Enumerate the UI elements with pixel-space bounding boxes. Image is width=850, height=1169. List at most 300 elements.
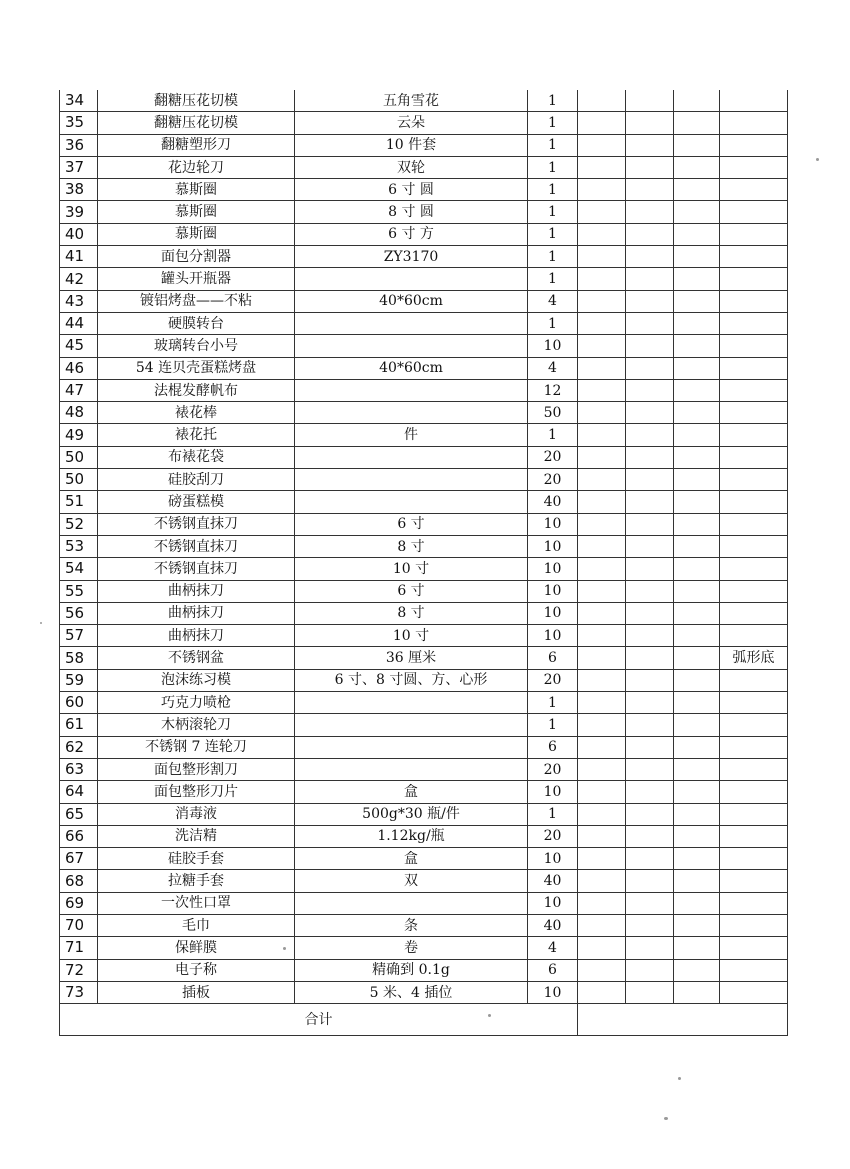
blank-cell <box>626 602 674 624</box>
table-row <box>60 870 788 892</box>
remark-cell <box>720 937 788 959</box>
row-number-cell: 50 <box>60 469 98 491</box>
remark-cell <box>720 491 788 513</box>
remark-cell <box>720 156 788 178</box>
blank-cell <box>626 937 674 959</box>
quantity-cell: 10 <box>528 535 578 557</box>
quantity-cell: 10 <box>528 580 578 602</box>
quantity-cell: 12 <box>528 379 578 401</box>
blank-cell <box>578 491 626 513</box>
item-name-cell: 面包整形割刀 <box>98 758 295 780</box>
blank-cell <box>578 379 626 401</box>
quantity-cell: 1 <box>528 692 578 714</box>
item-name-cell: 插板 <box>98 981 295 1003</box>
quantity-cell: 40 <box>528 491 578 513</box>
blank-cell <box>578 312 626 334</box>
item-spec-cell <box>295 335 528 357</box>
blank-cell <box>578 290 626 312</box>
blank-cell <box>626 513 674 535</box>
table-row <box>60 914 788 936</box>
blank-cell <box>674 223 720 245</box>
item-name-cell: 54 连贝壳蛋糕烤盘 <box>98 357 295 379</box>
remark-cell <box>720 580 788 602</box>
remark-cell <box>720 870 788 892</box>
blank-cell <box>578 870 626 892</box>
item-name-cell: 慕斯圈 <box>98 179 295 201</box>
blank-cell <box>626 781 674 803</box>
quantity-cell: 1 <box>528 246 578 268</box>
item-name-cell: 面包整形刀片 <box>98 781 295 803</box>
item-name-cell: 不锈钢直抹刀 <box>98 513 295 535</box>
blank-cell <box>626 870 674 892</box>
item-name-cell: 曲柄抹刀 <box>98 580 295 602</box>
blank-cell <box>578 892 626 914</box>
item-name-cell: 巧克力喷枪 <box>98 692 295 714</box>
row-number-cell: 50 <box>60 446 98 468</box>
item-spec-cell: 5 米、4 插位 <box>295 981 528 1003</box>
table-row <box>60 246 788 268</box>
blank-cell <box>578 602 626 624</box>
table-row <box>60 268 788 290</box>
quantity-cell: 50 <box>528 402 578 424</box>
remark-cell <box>720 959 788 981</box>
blank-cell <box>626 736 674 758</box>
item-name-cell: 翻糖压花切模 <box>98 90 295 112</box>
remark-cell <box>720 469 788 491</box>
remark-cell <box>720 335 788 357</box>
blank-cell <box>626 335 674 357</box>
remark-cell <box>720 692 788 714</box>
scan-speck <box>664 1117 668 1120</box>
item-spec-cell: 8 寸 圆 <box>295 201 528 223</box>
blank-cell <box>626 112 674 134</box>
row-number-cell: 46 <box>60 357 98 379</box>
blank-cell <box>578 625 626 647</box>
item-name-cell: 罐头开瓶器 <box>98 268 295 290</box>
row-number-cell: 42 <box>60 268 98 290</box>
row-number-cell: 72 <box>60 959 98 981</box>
blank-cell <box>674 469 720 491</box>
remark-cell <box>720 379 788 401</box>
item-name-cell: 曲柄抹刀 <box>98 602 295 624</box>
item-spec-cell: 6 寸 圆 <box>295 179 528 201</box>
table-row <box>60 781 788 803</box>
blank-cell <box>578 335 626 357</box>
item-spec-cell <box>295 491 528 513</box>
table-row <box>60 90 788 112</box>
blank-cell <box>626 201 674 223</box>
remark-cell <box>720 669 788 691</box>
item-name-cell: 法棍发酵帆布 <box>98 379 295 401</box>
quantity-cell: 10 <box>528 892 578 914</box>
remark-cell <box>720 535 788 557</box>
blank-cell <box>578 156 626 178</box>
table-row <box>60 758 788 780</box>
row-number-cell: 51 <box>60 491 98 513</box>
blank-cell <box>578 134 626 156</box>
blank-cell <box>626 758 674 780</box>
item-spec-cell: 8 寸 <box>295 602 528 624</box>
quantity-cell: 1 <box>528 201 578 223</box>
table-row <box>60 981 788 1003</box>
table-row <box>60 937 788 959</box>
table-row <box>60 357 788 379</box>
row-number-cell: 55 <box>60 580 98 602</box>
row-number-cell: 64 <box>60 781 98 803</box>
row-number-cell: 61 <box>60 714 98 736</box>
table-row <box>60 513 788 535</box>
blank-cell <box>626 981 674 1003</box>
item-spec-cell: 40*60cm <box>295 290 528 312</box>
quantity-cell: 4 <box>528 290 578 312</box>
item-spec-cell: 10 寸 <box>295 625 528 647</box>
item-name-cell: 不锈钢盆 <box>98 647 295 669</box>
scan-speck <box>816 158 819 161</box>
item-spec-cell <box>295 268 528 290</box>
blank-cell <box>674 625 720 647</box>
quantity-cell: 10 <box>528 602 578 624</box>
item-spec-cell: 40*60cm <box>295 357 528 379</box>
row-number-cell: 45 <box>60 335 98 357</box>
quantity-cell: 1 <box>528 268 578 290</box>
quantity-cell: 1 <box>528 134 578 156</box>
item-spec-cell: 1.12kg/瓶 <box>295 825 528 847</box>
item-name-cell: 硅胶刮刀 <box>98 469 295 491</box>
remark-cell <box>720 914 788 936</box>
row-number-cell: 52 <box>60 513 98 535</box>
remark-cell <box>720 112 788 134</box>
quantity-cell: 20 <box>528 825 578 847</box>
item-name-cell: 玻璃转台小号 <box>98 335 295 357</box>
blank-cell <box>578 825 626 847</box>
item-name-cell: 拉糖手套 <box>98 870 295 892</box>
remark-cell <box>720 625 788 647</box>
blank-cell <box>578 647 626 669</box>
remark-cell <box>720 981 788 1003</box>
item-spec-cell <box>295 892 528 914</box>
blank-cell <box>674 892 720 914</box>
table-row <box>60 201 788 223</box>
blank-cell <box>626 290 674 312</box>
blank-cell <box>578 424 626 446</box>
remark-cell <box>720 90 788 112</box>
blank-cell <box>626 134 674 156</box>
table-row <box>60 156 788 178</box>
remark-cell <box>720 246 788 268</box>
row-number-cell: 47 <box>60 379 98 401</box>
quantity-cell: 20 <box>528 669 578 691</box>
blank-cell <box>674 335 720 357</box>
blank-cell <box>578 959 626 981</box>
blank-cell <box>626 580 674 602</box>
blank-cell <box>578 535 626 557</box>
blank-cell <box>578 268 626 290</box>
table-row <box>60 112 788 134</box>
item-spec-cell <box>295 692 528 714</box>
blank-cell <box>674 981 720 1003</box>
quantity-cell: 10 <box>528 513 578 535</box>
item-name-cell: 一次性口罩 <box>98 892 295 914</box>
blank-cell <box>674 156 720 178</box>
row-number-cell: 37 <box>60 156 98 178</box>
blank-cell <box>578 201 626 223</box>
blank-cell <box>626 223 674 245</box>
table-row <box>60 558 788 580</box>
blank-cell <box>626 90 674 112</box>
blank-cell <box>626 558 674 580</box>
quantity-cell: 1 <box>528 90 578 112</box>
table-row <box>60 134 788 156</box>
quantity-cell: 40 <box>528 870 578 892</box>
quantity-cell: 6 <box>528 647 578 669</box>
remark-cell <box>720 714 788 736</box>
item-name-cell: 花边轮刀 <box>98 156 295 178</box>
quantity-cell: 1 <box>528 223 578 245</box>
remark-cell <box>720 179 788 201</box>
remark-cell <box>720 758 788 780</box>
blank-cell <box>674 446 720 468</box>
row-number-cell: 73 <box>60 981 98 1003</box>
blank-cell <box>578 246 626 268</box>
remark-cell <box>720 892 788 914</box>
blank-cell <box>674 312 720 334</box>
remark-cell <box>720 357 788 379</box>
remark-cell <box>720 223 788 245</box>
blank-cell <box>674 870 720 892</box>
item-name-cell: 镀铝烤盘——不粘 <box>98 290 295 312</box>
item-name-cell: 面包分割器 <box>98 246 295 268</box>
total-label: 合计 <box>60 1004 578 1036</box>
table-row <box>60 848 788 870</box>
blank-cell <box>626 179 674 201</box>
item-spec-cell <box>295 469 528 491</box>
table-row <box>60 892 788 914</box>
table-row <box>60 335 788 357</box>
blank-cell <box>674 602 720 624</box>
blank-cell <box>674 112 720 134</box>
blank-cell <box>578 580 626 602</box>
table-row <box>60 803 788 825</box>
quantity-cell: 1 <box>528 156 578 178</box>
blank-cell <box>674 90 720 112</box>
row-number-cell: 49 <box>60 424 98 446</box>
row-number-cell: 63 <box>60 758 98 780</box>
blank-cell <box>674 825 720 847</box>
item-spec-cell <box>295 714 528 736</box>
remark-cell <box>720 736 788 758</box>
blank-cell <box>626 647 674 669</box>
blank-cell <box>626 669 674 691</box>
blank-cell <box>674 424 720 446</box>
blank-cell <box>626 268 674 290</box>
table-row <box>60 736 788 758</box>
row-number-cell: 38 <box>60 179 98 201</box>
item-name-cell: 洗洁精 <box>98 825 295 847</box>
blank-cell <box>578 558 626 580</box>
table-row <box>60 535 788 557</box>
remark-cell <box>720 781 788 803</box>
item-name-cell: 布裱花袋 <box>98 446 295 468</box>
row-number-cell: 57 <box>60 625 98 647</box>
table-row <box>60 959 788 981</box>
item-name-cell: 翻糖塑形刀 <box>98 134 295 156</box>
remark-cell <box>720 134 788 156</box>
scan-speck <box>40 622 42 624</box>
item-name-cell: 不锈钢 7 连轮刀 <box>98 736 295 758</box>
blank-cell <box>626 803 674 825</box>
blank-cell <box>626 379 674 401</box>
blank-cell <box>626 714 674 736</box>
blank-cell <box>674 558 720 580</box>
quantity-cell: 4 <box>528 357 578 379</box>
item-spec-cell: 条 <box>295 914 528 936</box>
item-name-cell: 慕斯圈 <box>98 201 295 223</box>
table-row <box>60 714 788 736</box>
blank-cell <box>674 669 720 691</box>
row-number-cell: 67 <box>60 848 98 870</box>
row-number-cell: 43 <box>60 290 98 312</box>
quantity-cell: 20 <box>528 758 578 780</box>
row-number-cell: 34 <box>60 90 98 112</box>
remark-cell <box>720 803 788 825</box>
row-number-cell: 68 <box>60 870 98 892</box>
remark-cell <box>720 602 788 624</box>
blank-cell <box>578 981 626 1003</box>
blank-cell <box>626 246 674 268</box>
blank-cell <box>578 781 626 803</box>
item-name-cell: 翻糖压花切模 <box>98 112 295 134</box>
blank-cell <box>578 803 626 825</box>
row-number-cell: 65 <box>60 803 98 825</box>
blank-cell <box>674 246 720 268</box>
blank-cell <box>578 669 626 691</box>
blank-cell <box>626 424 674 446</box>
table-row <box>60 647 788 669</box>
blank-cell <box>626 491 674 513</box>
remark-cell <box>720 446 788 468</box>
table-row <box>60 625 788 647</box>
blank-cell <box>626 692 674 714</box>
item-spec-cell: 五角雪花 <box>295 90 528 112</box>
item-spec-cell <box>295 758 528 780</box>
quantity-cell: 1 <box>528 179 578 201</box>
quantity-cell: 40 <box>528 914 578 936</box>
item-spec-cell: 10 寸 <box>295 558 528 580</box>
table-row <box>60 825 788 847</box>
table-row <box>60 290 788 312</box>
item-spec-cell: 双轮 <box>295 156 528 178</box>
row-number-cell: 71 <box>60 937 98 959</box>
row-number-cell: 60 <box>60 692 98 714</box>
item-spec-cell: 6 寸、8 寸圆、方、心形 <box>295 669 528 691</box>
blank-cell <box>578 914 626 936</box>
blank-cell <box>674 803 720 825</box>
quantity-cell: 6 <box>528 736 578 758</box>
blank-cell <box>626 357 674 379</box>
remark-cell <box>720 424 788 446</box>
remark-cell <box>720 848 788 870</box>
item-name-cell: 不锈钢直抹刀 <box>98 535 295 557</box>
table-row <box>60 223 788 245</box>
row-number-cell: 53 <box>60 535 98 557</box>
blank-cell <box>578 112 626 134</box>
table-body <box>60 90 788 1004</box>
item-spec-cell: 6 寸 <box>295 513 528 535</box>
blank-cell <box>674 714 720 736</box>
blank-cell <box>626 959 674 981</box>
blank-cell <box>626 402 674 424</box>
item-spec-cell: 8 寸 <box>295 535 528 557</box>
remark-cell: 弧形底 <box>720 647 788 669</box>
scan-speck <box>283 947 286 950</box>
row-number-cell: 69 <box>60 892 98 914</box>
table-row <box>60 312 788 334</box>
item-spec-cell: 卷 <box>295 937 528 959</box>
remark-cell <box>720 268 788 290</box>
remark-cell <box>720 312 788 334</box>
remark-cell <box>720 201 788 223</box>
row-number-cell: 58 <box>60 647 98 669</box>
table-row <box>60 424 788 446</box>
blank-cell <box>626 892 674 914</box>
item-name-cell: 毛巾 <box>98 914 295 936</box>
quantity-cell: 20 <box>528 446 578 468</box>
blank-cell <box>674 937 720 959</box>
quantity-cell: 10 <box>528 558 578 580</box>
blank-cell <box>674 402 720 424</box>
table-row <box>60 669 788 691</box>
item-name-cell: 曲柄抹刀 <box>98 625 295 647</box>
quantity-cell: 20 <box>528 469 578 491</box>
table-row <box>60 580 788 602</box>
remark-cell <box>720 290 788 312</box>
blank-cell <box>578 446 626 468</box>
row-number-cell: 36 <box>60 134 98 156</box>
item-spec-cell: 盒 <box>295 781 528 803</box>
item-list-table <box>59 90 788 1036</box>
item-name-cell: 裱花棒 <box>98 402 295 424</box>
blank-cell <box>674 580 720 602</box>
item-spec-cell: 6 寸 方 <box>295 223 528 245</box>
blank-cell <box>578 758 626 780</box>
row-number-cell: 56 <box>60 602 98 624</box>
quantity-cell: 1 <box>528 714 578 736</box>
blank-cell <box>674 179 720 201</box>
item-name-cell: 硬膜转台 <box>98 312 295 334</box>
remark-cell <box>720 402 788 424</box>
blank-cell <box>674 781 720 803</box>
item-name-cell: 泡沫练习模 <box>98 669 295 691</box>
item-spec-cell <box>295 736 528 758</box>
blank-cell <box>674 491 720 513</box>
blank-cell <box>626 535 674 557</box>
blank-cell <box>578 848 626 870</box>
item-spec-cell <box>295 402 528 424</box>
blank-cell <box>578 402 626 424</box>
table-row <box>60 469 788 491</box>
blank-cell <box>578 90 626 112</box>
blank-cell <box>674 290 720 312</box>
blank-cell <box>674 736 720 758</box>
blank-cell <box>674 848 720 870</box>
table-row <box>60 602 788 624</box>
blank-cell <box>626 848 674 870</box>
item-spec-cell: 盒 <box>295 848 528 870</box>
blank-cell <box>578 179 626 201</box>
blank-cell <box>674 134 720 156</box>
blank-cell <box>674 692 720 714</box>
blank-cell <box>578 357 626 379</box>
